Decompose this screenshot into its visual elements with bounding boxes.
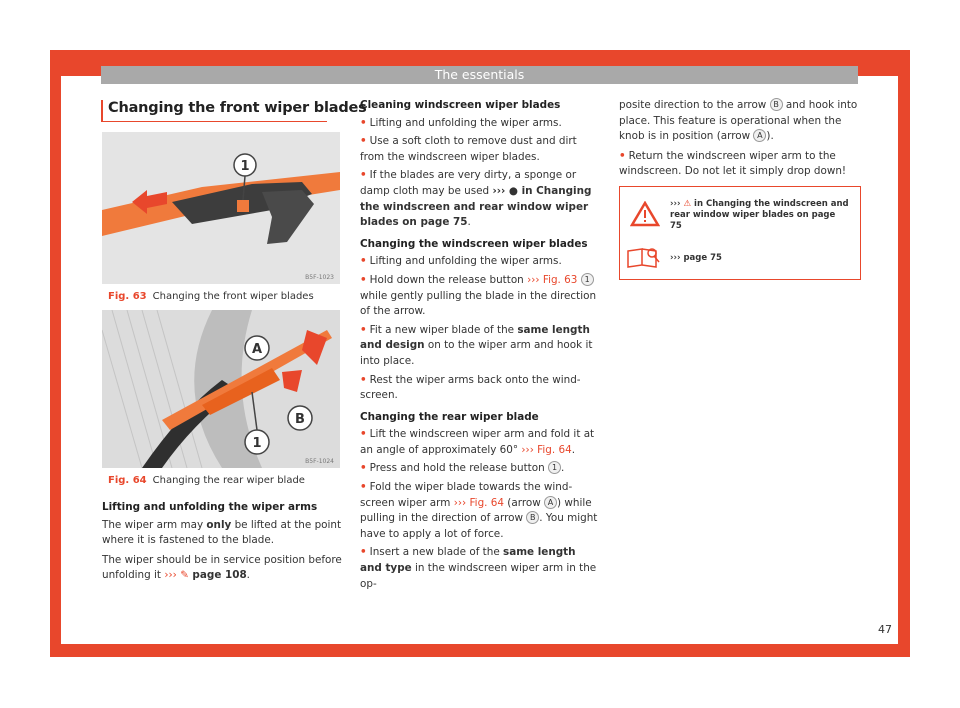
fig64-callout-b: B — [295, 412, 305, 427]
list-item: • Fold the wiper blade towards the wind-screen wiper arm ››› Fig. 64 (arrow A ) while pulling in the direction of arrow B . You might have to apply a lot of force. — [360, 481, 598, 540]
column-2 — [360, 98, 600, 595]
list-item: • Lifting and unfolding the wiper arms. — [360, 116, 562, 129]
para-continue: posite direction to the arrow B and hook into place. This feature is operational when the knob is in position (arrow A ). — [619, 99, 858, 143]
list-item: • Fit a new wiper blade of the same length and design on to the wiper arm and hook it into place. — [360, 323, 593, 367]
page-number: 47 — [878, 623, 892, 636]
page-header: The essentials — [101, 66, 858, 84]
book-icon — [626, 245, 662, 269]
fig63-label: Fig. 63 — [108, 291, 147, 302]
list-item: • Lifting and unfolding the wiper arms. — [360, 255, 562, 268]
heading-cleaning: Cleaning windscreen wiper blades — [360, 99, 561, 111]
list-item: • Use a soft cloth to remove dust and dirt from the windscreen wiper blades. — [360, 135, 577, 163]
reference-box — [619, 186, 861, 280]
warning-ref: ››› ⚠ in Changing the windscreen and rear window wiper blades on page 75 — [670, 199, 849, 231]
heading-changing-rear: Changing the rear wiper blade — [360, 410, 539, 423]
book-icon: ✎ — [180, 569, 189, 582]
list-item: • Return the windscreen wiper arm to the windscreen. Do not let it simply drop down! — [619, 149, 847, 178]
column-3 — [619, 98, 859, 183]
fig64-callout-a: A — [251, 342, 263, 357]
figure-63 — [102, 132, 340, 284]
figure-64 — [102, 310, 340, 468]
fig64-code: B5F-1024 — [305, 458, 334, 465]
warning-icon — [630, 201, 660, 227]
section-title: Changing the front wiper blades — [108, 100, 367, 116]
list-item: • Press and hold the release button 1 . — [360, 462, 565, 475]
fig64-callout-1: 1 — [252, 436, 262, 451]
fig64-caption — [108, 475, 305, 486]
heading-lifting: Lifting and unfolding the wiper arms — [102, 501, 318, 513]
fig63-text: Changing the front wiper blades — [152, 291, 314, 302]
fig64-label: Fig. 64 — [108, 475, 147, 486]
list-item: • Rest the wiper arms back onto the wind-screen. — [360, 373, 581, 402]
list-item: • Lift the windscreen wiper arm and fold it at an angle of approximately 60° ››› Fig. 64. — [360, 428, 595, 456]
fig63-code: B5F-1023 — [305, 274, 334, 281]
list-item: • Hold down the release button ››› Fig. 63 1 while gently pulling the blade in the direction of the arrow. — [360, 273, 597, 318]
para-service: The wiper should be in service position before unfolding it ››› ✎ page 108. — [102, 553, 342, 582]
title-underline — [102, 121, 327, 122]
heading-changing-windscreen: Changing the windscreen wiper blades — [360, 237, 588, 250]
page-ref: ››› page 75 — [670, 253, 722, 263]
fig64-text: Changing the rear wiper blade — [152, 475, 305, 486]
info-icon: ● — [508, 184, 518, 197]
fig63-callout: 1 — [240, 159, 250, 174]
fig63-caption — [108, 291, 314, 302]
list-item: • If the blades are very dirty, a sponge or damp cloth may be used ››› ● in Changing the windscreen and rear window wiper blades on page 75. — [360, 169, 592, 229]
column-1 — [102, 500, 342, 588]
title-accent — [101, 100, 103, 122]
para-lift: The wiper arm may only be lifted at the point where it is fastened to the blade. — [102, 518, 342, 547]
list-item: • Insert a new blade of the same length and type in the windscreen wiper arm in the op- — [360, 546, 597, 590]
